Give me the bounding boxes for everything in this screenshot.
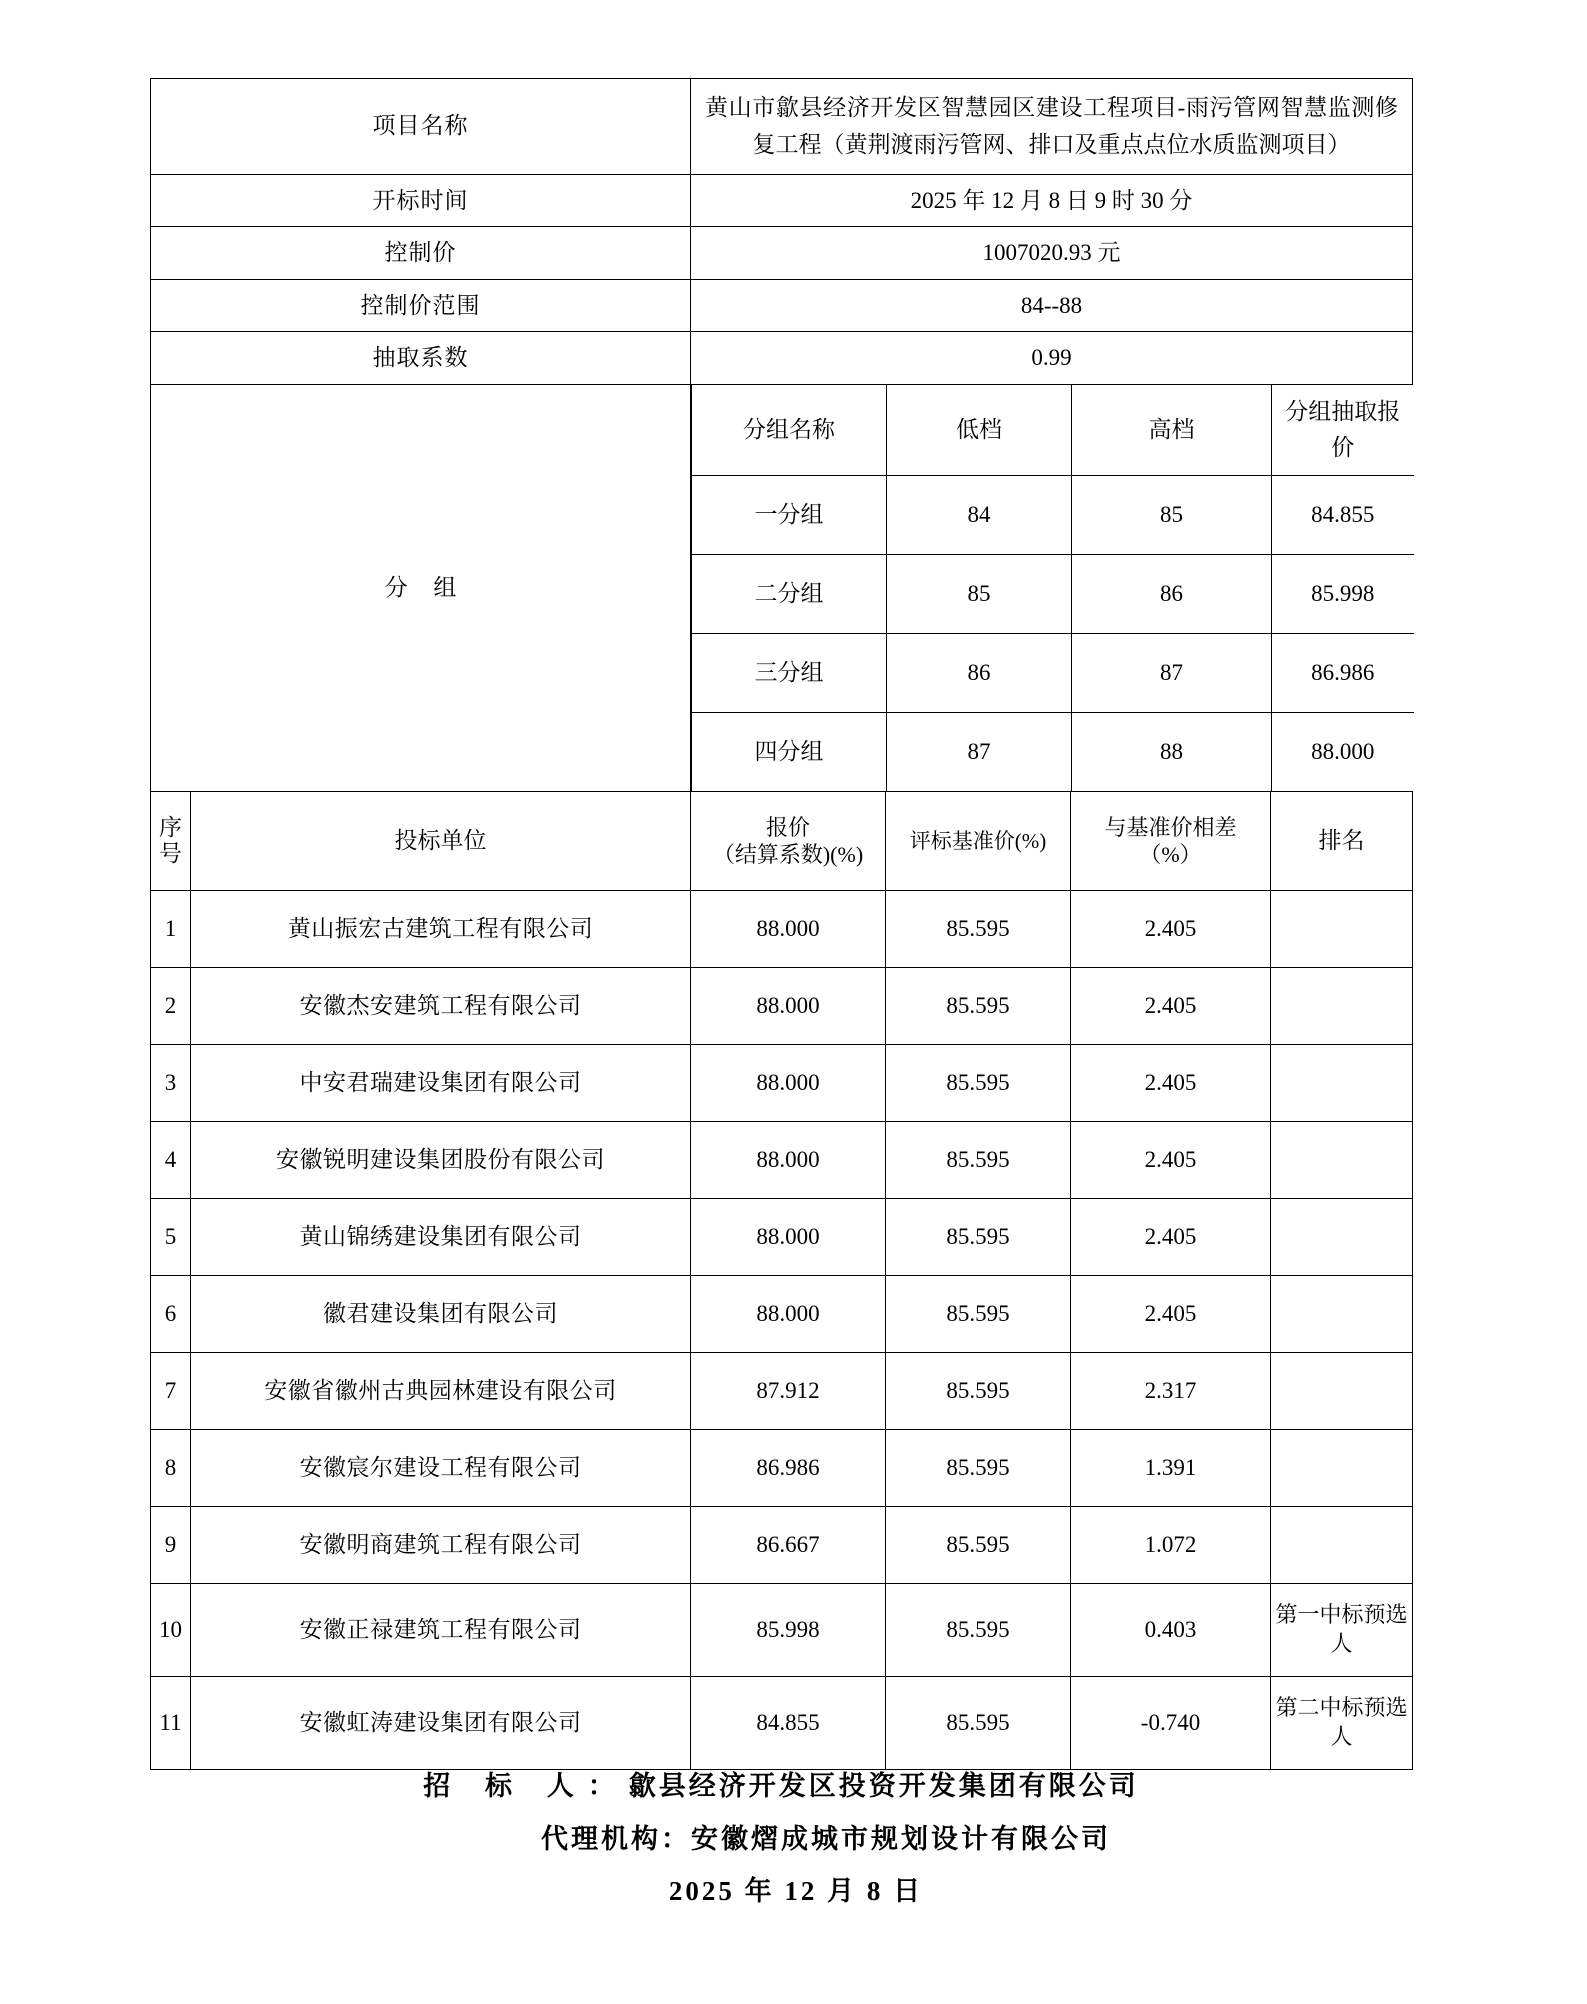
cell-base: 85.595	[886, 1507, 1071, 1584]
group-row-high: 88	[1072, 713, 1272, 792]
footer-date: 2025 年 12 月 8 日	[668, 1876, 924, 1907]
cell-diff: 2.405	[1071, 1276, 1271, 1353]
table-row	[151, 891, 1413, 968]
cell-seq: 4	[151, 1122, 191, 1199]
cell-unit: 黄山锦绣建设集团有限公司	[191, 1199, 691, 1276]
cell-seq: 11	[151, 1677, 191, 1770]
cell-quote: 88.000	[691, 1122, 886, 1199]
value-coefficient: 0.99	[691, 332, 1413, 385]
cell-unit: 安徽明商建筑工程有限公司	[191, 1507, 691, 1584]
group-row-high: 86	[1072, 555, 1272, 634]
document-footer	[150, 1760, 1412, 1918]
cell-quote: 86.986	[691, 1430, 886, 1507]
cell-rank	[1271, 1507, 1413, 1584]
label-open-time: 开标时间	[151, 174, 691, 227]
table-row	[151, 1199, 1413, 1276]
label-group: 分 组	[151, 385, 691, 792]
cell-unit: 安徽杰安建筑工程有限公司	[191, 968, 691, 1045]
cell-quote: 84.855	[691, 1677, 886, 1770]
group-section-row	[151, 385, 1413, 792]
group-header-low: 低档	[887, 385, 1072, 476]
cell-rank	[1271, 1276, 1413, 1353]
table-row	[151, 1430, 1413, 1507]
group-header-price: 分组抽取报价	[1272, 385, 1414, 476]
cell-seq: 7	[151, 1353, 191, 1430]
cell-unit: 中安君瑞建设集团有限公司	[191, 1045, 691, 1122]
cell-rank	[1271, 1430, 1413, 1507]
label-project-name: 项目名称	[151, 79, 691, 175]
cell-rank	[1271, 1045, 1413, 1122]
group-row-name: 三分组	[692, 634, 887, 713]
group-row-name: 四分组	[692, 713, 887, 792]
group-row	[692, 555, 1414, 634]
cell-base: 85.595	[886, 1677, 1071, 1770]
cell-quote: 88.000	[691, 968, 886, 1045]
info-row-coefficient	[151, 332, 1413, 385]
cell-base: 85.595	[886, 1276, 1071, 1353]
group-row-high: 85	[1072, 476, 1272, 555]
table-row	[151, 1353, 1413, 1430]
bidder-header-unit: 投标单位	[191, 792, 691, 891]
cell-diff: 2.405	[1071, 968, 1271, 1045]
label-control-price: 控制价	[151, 227, 691, 280]
cell-base: 85.595	[886, 1199, 1071, 1276]
cell-base: 85.595	[886, 1584, 1071, 1677]
cell-diff: 0.403	[1071, 1584, 1271, 1677]
info-row-control-price-range	[151, 279, 1413, 332]
bidder-header-quote	[691, 792, 886, 891]
group-row	[692, 634, 1414, 713]
footer-agency-label: 代理机构：	[541, 1823, 691, 1854]
cell-rank	[1271, 1353, 1413, 1430]
group-row-low: 87	[887, 713, 1072, 792]
cell-unit: 徽君建设集团有限公司	[191, 1276, 691, 1353]
bidder-header-diff-line2: （%）	[1139, 842, 1202, 868]
bidder-header-base-price: 评标基准价(%)	[886, 792, 1071, 891]
cell-unit: 安徽省徽州古典园林建设有限公司	[191, 1353, 691, 1430]
cell-diff: 2.405	[1071, 1199, 1271, 1276]
label-control-price-range: 控制价范围	[151, 279, 691, 332]
cell-seq: 1	[151, 891, 191, 968]
cell-base: 85.595	[886, 891, 1071, 968]
table-row	[151, 968, 1413, 1045]
cell-seq: 5	[151, 1199, 191, 1276]
value-control-price: 1007020.93 元	[691, 227, 1413, 280]
group-row	[692, 476, 1414, 555]
cell-diff: 1.072	[1071, 1507, 1271, 1584]
group-row-low: 85	[887, 555, 1072, 634]
cell-quote: 88.000	[691, 1276, 886, 1353]
cell-rank	[1271, 891, 1413, 968]
group-row-price: 84.855	[1272, 476, 1414, 555]
cell-diff: 2.405	[1071, 1122, 1271, 1199]
group-row-high: 87	[1072, 634, 1272, 713]
footer-agency	[150, 1813, 1412, 1866]
cell-quote: 88.000	[691, 891, 886, 968]
cell-unit: 安徽锐明建设集团股份有限公司	[191, 1122, 691, 1199]
group-header-row	[692, 385, 1414, 476]
table-row	[151, 1584, 1413, 1677]
group-row-low: 86	[887, 634, 1072, 713]
cell-seq: 9	[151, 1507, 191, 1584]
group-row-price: 86.986	[1272, 634, 1414, 713]
group-row	[692, 713, 1414, 792]
status-badge: 第一中标预选人	[1271, 1584, 1413, 1677]
bidder-header-rank: 排名	[1271, 792, 1413, 891]
cell-rank	[1271, 1199, 1413, 1276]
cell-seq: 8	[151, 1430, 191, 1507]
table-row	[151, 1045, 1413, 1122]
group-row-price: 88.000	[1272, 713, 1414, 792]
footer-tenderer	[150, 1760, 1412, 1813]
cell-base: 85.595	[886, 1353, 1071, 1430]
info-row-control-price	[151, 227, 1413, 280]
table-row	[151, 1507, 1413, 1584]
cell-unit: 黄山振宏古建筑工程有限公司	[191, 891, 691, 968]
bidder-header-quote-line1: 报价	[765, 814, 810, 840]
info-row-project-name	[151, 79, 1413, 175]
group-row-price: 85.998	[1272, 555, 1414, 634]
value-open-time: 2025 年 12 月 8 日 9 时 30 分	[691, 174, 1413, 227]
group-row-low: 84	[887, 476, 1072, 555]
group-subtable-container	[691, 385, 1413, 792]
cell-diff: 1.391	[1071, 1430, 1271, 1507]
cell-quote: 87.912	[691, 1353, 886, 1430]
bidder-header-seq: 序号	[151, 792, 191, 891]
cell-quote: 88.000	[691, 1045, 886, 1122]
footer-agency-name: 安徽熠成城市规划设计有限公司	[691, 1823, 1111, 1854]
table-row	[151, 1122, 1413, 1199]
group-row-name: 一分组	[692, 476, 887, 555]
cell-unit: 安徽宸尔建设工程有限公司	[191, 1430, 691, 1507]
cell-diff: 2.317	[1071, 1353, 1271, 1430]
group-subtable	[691, 385, 1414, 791]
cell-diff: 2.405	[1071, 891, 1271, 968]
table-row	[151, 1677, 1413, 1770]
cell-base: 85.595	[886, 968, 1071, 1045]
group-header-name: 分组名称	[692, 385, 887, 476]
group-header-high: 高档	[1072, 385, 1272, 476]
cell-base: 85.595	[886, 1045, 1071, 1122]
footer-tenderer-label: 招 标 人：	[423, 1771, 629, 1801]
status-badge: 第二中标预选人	[1271, 1677, 1413, 1770]
label-coefficient: 抽取系数	[151, 332, 691, 385]
bidder-header-row	[151, 792, 1413, 891]
cell-rank	[1271, 968, 1413, 1045]
bidder-header-diff-line1: 与基准价相差	[1104, 814, 1237, 840]
info-row-open-time	[151, 174, 1413, 227]
cell-diff: 2.405	[1071, 1045, 1271, 1122]
bid-result-table	[150, 78, 1413, 1770]
cell-base: 85.595	[886, 1122, 1071, 1199]
cell-base: 85.595	[886, 1430, 1071, 1507]
cell-quote: 85.998	[691, 1584, 886, 1677]
table-row	[151, 1276, 1413, 1353]
cell-seq: 10	[151, 1584, 191, 1677]
group-row-name: 二分组	[692, 555, 887, 634]
cell-seq: 6	[151, 1276, 191, 1353]
cell-seq: 3	[151, 1045, 191, 1122]
cell-seq: 2	[151, 968, 191, 1045]
value-project-name: 黄山市歙县经济开发区智慧园区建设工程项目-雨污管网智慧监测修复工程（黄荆渡雨污管网、排口及重点点位水质监测项目）	[691, 79, 1413, 175]
bidder-header-quote-line2: （结算系数)(%)	[712, 842, 864, 868]
cell-quote: 88.000	[691, 1199, 886, 1276]
footer-tenderer-name: 歙县经济开发区投资开发集团有限公司	[628, 1771, 1139, 1801]
cell-quote: 86.667	[691, 1507, 886, 1584]
cell-diff: -0.740	[1071, 1677, 1271, 1770]
value-control-price-range: 84--88	[691, 279, 1413, 332]
cell-unit: 安徽虹涛建设集团有限公司	[191, 1677, 691, 1770]
bidder-header-diff	[1071, 792, 1271, 891]
cell-unit: 安徽正禄建筑工程有限公司	[191, 1584, 691, 1677]
cell-rank	[1271, 1122, 1413, 1199]
